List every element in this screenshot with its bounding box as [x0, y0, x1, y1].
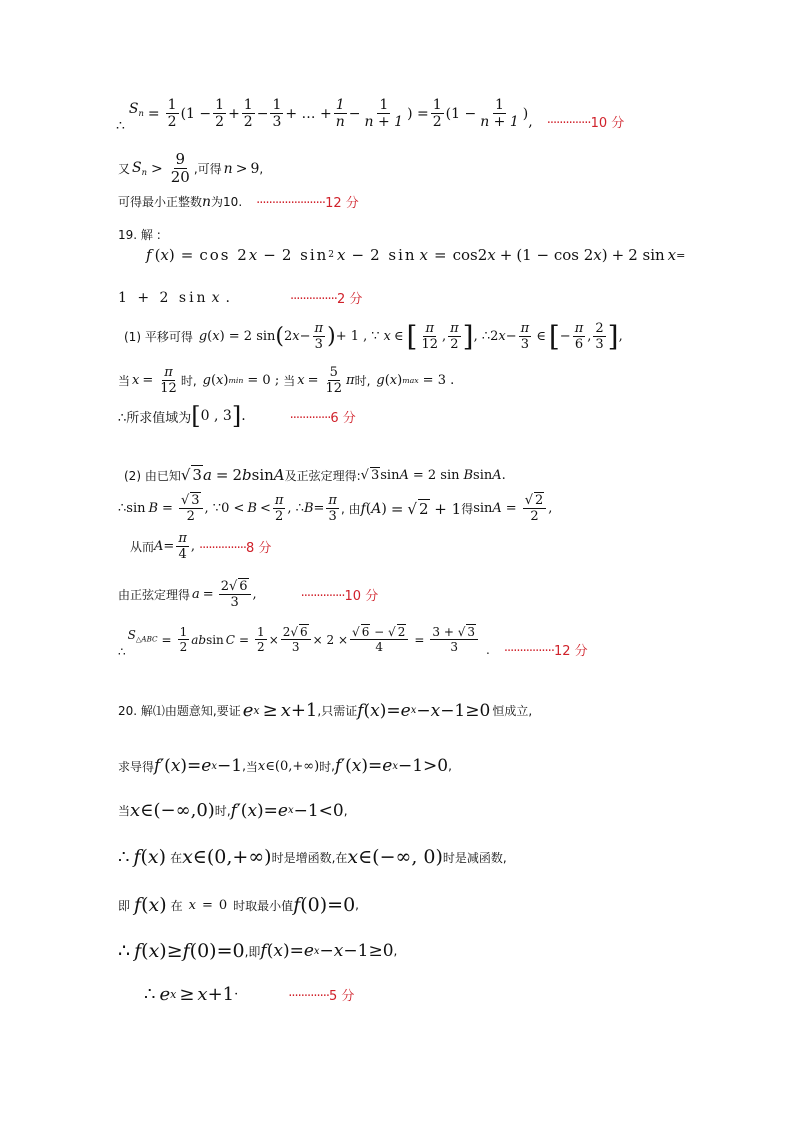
part1-range-line: ∴所求值域为 [ 0 , 3 ] . ·············6 分	[118, 402, 356, 430]
min-int-line: 可得最小正整数 n 为10 . ······················12 分	[118, 193, 359, 211]
q20-heading-line: 20. 解⑴由题意知,要证 e x ≥ x +1 ,只需证 f ( x )= e x − x −1≥0 恒成立,	[118, 700, 533, 721]
score-12-b: ················12 分	[503, 644, 588, 659]
part2-a-line: 从而 A = $\frac{\pi}{4}$ , ···············8 分	[130, 531, 272, 562]
score-10-a: ··············10 分	[546, 116, 625, 131]
fx-expression-line: f ( x ) = cos 2 x − 2 sin 2 x − 2 sin x = cos2 x + (1 − cos 2 x ) + 2 sin x =	[146, 246, 686, 264]
score-6: ·············6 分	[289, 410, 356, 426]
score-5: ·············5 分	[288, 989, 355, 1004]
part2-sinb-line: ∴sin B = $\frac{√ 3}{2}$ , ∵0 < B < $\frac{\pi}{2}$ , ∴ B = $\frac{\pi}{3}$ , 由 f ( A ) = √ 2 + 1 得 sin A = $\frac{√ 2}{2}$ ,	[118, 493, 553, 524]
negative-interval-line: 当 x ∈(−∞,0) 时 , f ′( x )= e x −1<0 ,	[118, 800, 348, 821]
conclusion-line: ∴ e x ≥ x +1 · ·············5 分	[144, 984, 355, 1005]
sn-sum-line: ∴ $S_n$ = $\frac{1}{2}$ (1 − $\frac{1}{2}$ + $\frac{1}{2}$ − $\frac{1}{3}$ + … + $\frac{1}{n}$ − $\frac{1}{n + 1}$ ) = $\frac{1}{2}$ (1 − $\frac{1}{n + 1}$ ) , ··············10 分	[116, 97, 625, 134]
sn-inequality-line: 又 $S_n$ > $\frac{9}{20}$ ,可得 n > 9 ,	[118, 150, 264, 186]
minimum-line: 即 f ( x ) 在 x = 0 时取最小值 f (0)=0 ,	[118, 894, 359, 916]
part2-area-line: ∴ $S_{\triangle ABC}$ = $\frac{1}{2}$ ab sin C = $\frac{1}{2}$ × $\frac{2√ 6}{3}$ × 2 × $\frac{√ 6 - √ 2}{4}$ = $\frac{3 + √ 3}{3}$ . ················12 分	[118, 625, 588, 659]
part1-minmax-line: 当 x = $\frac{\pi}{12}$ 时, g ( x ) min = 0 ; 当 x = $\frac{5}{12}$ π 时, g ( x ) max = 3 .	[118, 365, 455, 396]
score-8: ···············8 分	[199, 541, 272, 556]
q19-heading: 19. 解 :	[118, 228, 161, 242]
derivative-line: 求导得 f ′( x )= e x −1 , 当 x ∈(0,+∞) 时 , f ′( x )= e x −1>0 ,	[118, 756, 452, 776]
score-2: ···············2 分	[289, 292, 363, 307]
part1-shift-line: (1) 平移可得 g ( x ) = 2 sin ( 2 x − $\frac{\pi}{3}$ ) + 1 , ∵ x ∈ [ $\frac{\pi}{12}$ , $\frac{\pi}{2}$ ] , ∴2 x − $\frac{\pi}{3}$ ∈ [ − $\frac{\pi}{6}$ , $\frac{2}{3}$ ] ,	[124, 319, 623, 353]
monotonic-line: ∴ f ( x ) 在 x ∈(0,+∞) 时是增函数,在 x ∈(−∞, 0) 时是减函数,	[118, 846, 507, 868]
score-10-b: ··············10 分	[300, 589, 379, 604]
inequality-line: ∴ f ( x )≥ f (0)=0 ,即 f ( x )= e x − x −1≥0 ,	[118, 940, 398, 962]
part2-side-line: 由正弦定理得 a = $\frac{2√ 6}{3}$ , ··············10 分	[118, 579, 379, 610]
score-12-a: ······················12 分	[256, 196, 359, 211]
part2-given-line: (2) 由已知 √ 3 a = 2 b sin A 及正弦定理得: √ 3 sin A = 2 sin B sin A .	[124, 466, 506, 484]
fx-result-line: 1 + 2 sin x . ···············2 分	[118, 289, 363, 307]
